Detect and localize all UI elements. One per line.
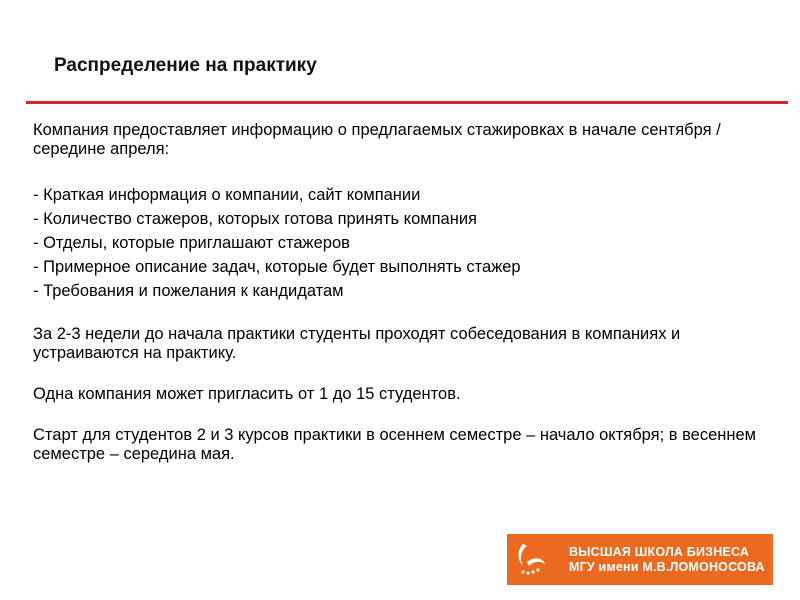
list-item: - Количество стажеров, которых готова принять компания xyxy=(33,210,477,228)
hsb-swirl-logo-icon xyxy=(507,534,551,585)
interviews-paragraph: За 2-3 недели до начала практики студенты проходят собеседования в компаниях и устраиваются на практику. xyxy=(33,325,681,362)
slide-body xyxy=(33,121,763,464)
school-logo xyxy=(507,534,773,585)
list-item: - Примерное описание задач, которые будет выполнять стажер xyxy=(33,258,521,276)
students-count-paragraph: Одна компания может пригласить от 1 до 15 студентов. xyxy=(33,385,461,403)
slide-title: Распределение на практику xyxy=(54,55,317,76)
intro-paragraph: Компания предоставляет информацию о предлагаемых стажировках в начале сентября / середине апреля: xyxy=(33,121,721,158)
title-underline xyxy=(26,101,788,104)
logo-line-1: ВЫСШАЯ ШКОЛА БИЗНЕСА xyxy=(569,544,750,559)
logo-text xyxy=(569,545,765,575)
start-dates-paragraph: Старт для студентов 2 и 3 курсов практики в осеннем семестре – начало октября; в весеннем семестре – середина мая. xyxy=(33,426,757,463)
list-item: - Требования и пожелания к кандидатам xyxy=(33,282,344,300)
requirements-list xyxy=(33,183,763,303)
list-item: - Отделы, которые приглашают стажеров xyxy=(33,234,350,252)
list-item: - Краткая информация о компании, сайт компании xyxy=(33,186,421,204)
logo-line-2: МГУ имени М.В.ЛОМОНОСОВА xyxy=(569,559,765,574)
